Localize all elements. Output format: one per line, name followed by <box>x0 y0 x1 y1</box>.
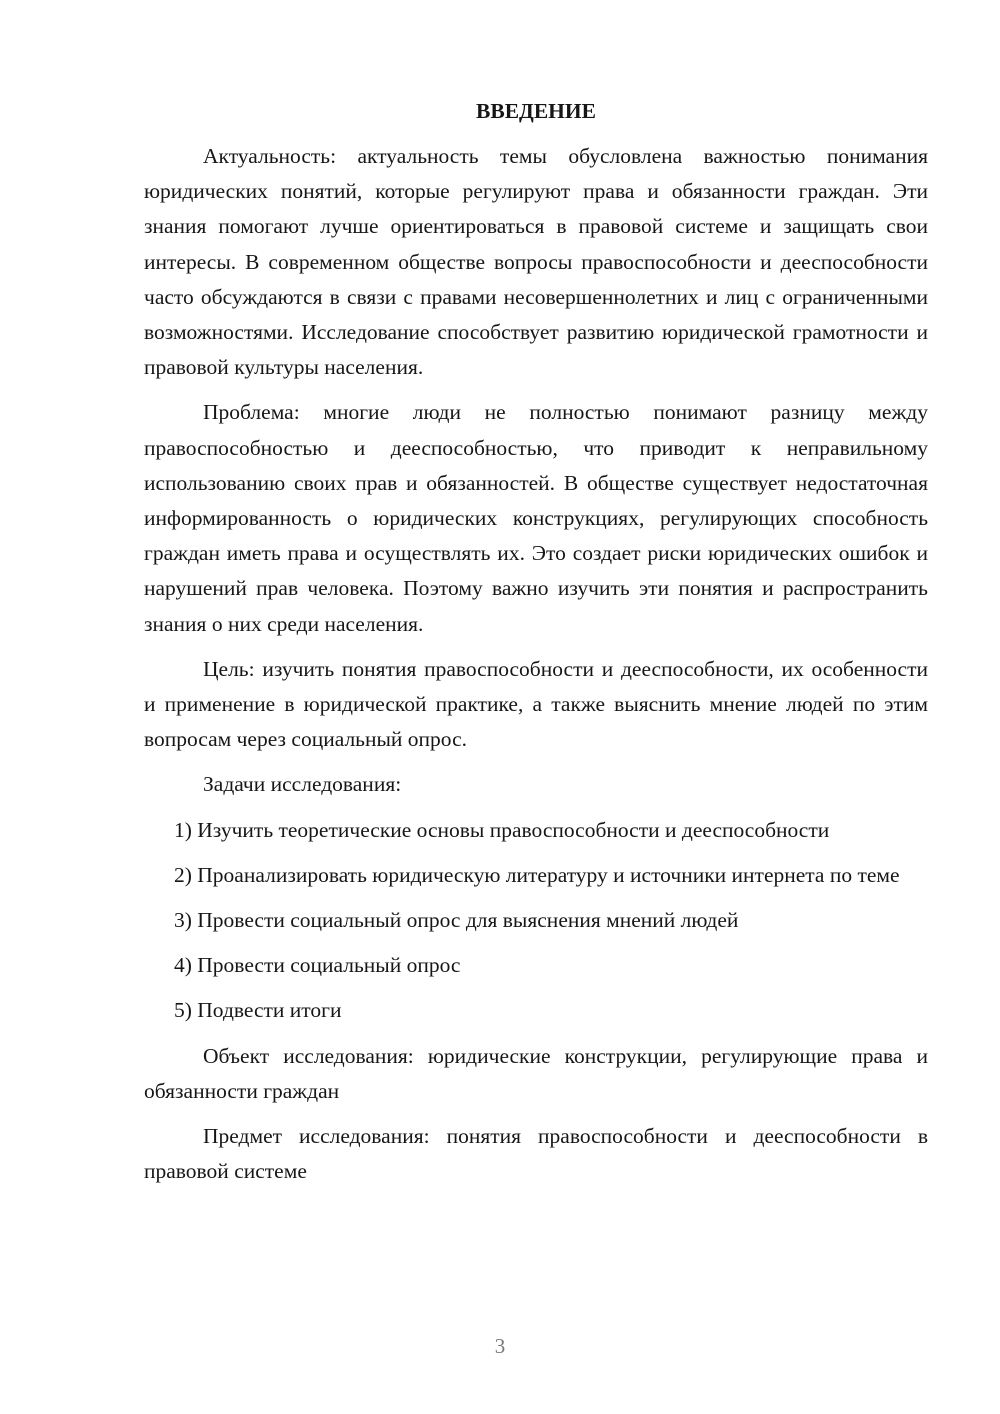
task-item-3: 3) Провести социальный опрос для выяснения мнений людей <box>174 908 739 933</box>
page-number: 3 <box>494 1334 506 1358</box>
section-title: ВВЕДЕНИЕ <box>476 99 596 123</box>
task-item-4: 4) Провести социальный опрос <box>174 953 461 978</box>
paragraph-goal: Цель: изучить понятия правоспособности и дееспособности, их особенности и применение в юридической практике, а также выяснить мнение людей по этим вопросам через социальный опрос. <box>144 656 928 752</box>
paragraph-problem: Проблема: многие люди не полностью понимают разницу между правоспособностью и дееспособностью, что приводит к неправильному использованию своих прав и обязанностей. В обществе существует недостаточная информированность о юридических конструкциях, регулирующих способность граждан иметь права и осуществлять их. Это создает риски юридических ошибок и нарушений прав человека. Поэтому важно изучить эти понятия и распространить знания о них среди населения. <box>144 400 928 636</box>
document-page <box>144 94 928 1199</box>
paragraph-tasks-heading: Задачи исследования: <box>203 772 402 797</box>
task-item-5: 5) Подвести итоги <box>174 998 342 1023</box>
task-item-1: 1) Изучить теоретические основы правоспособности и дееспособности <box>174 817 830 842</box>
paragraph-object: Объект исследования: юридические конструкции, регулирующие права и обязанности граждан <box>144 1043 928 1103</box>
paragraph-relevance: Актуальность: актуальность темы обусловлена важностью понимания юридических понятий, которые регулируют права и обязанности граждан. Эти знания помогают лучше ориентироваться в правовой системе и защищать свои интересы. В современном обществе вопросы правоспособности и дееспособности часто обсуждаются в связи с правами несовершеннолетних и лиц с ограниченными возможностями. Исследование способствует развитию юридической грамотности и правовой культуры населения. <box>144 144 928 380</box>
task-item-2: 2) Проанализировать юридическую литературу и источники интернета по теме <box>174 862 900 887</box>
paragraph-subject: Предмет исследования: понятия правоспособности и дееспособности в правовой системе <box>144 1124 928 1184</box>
